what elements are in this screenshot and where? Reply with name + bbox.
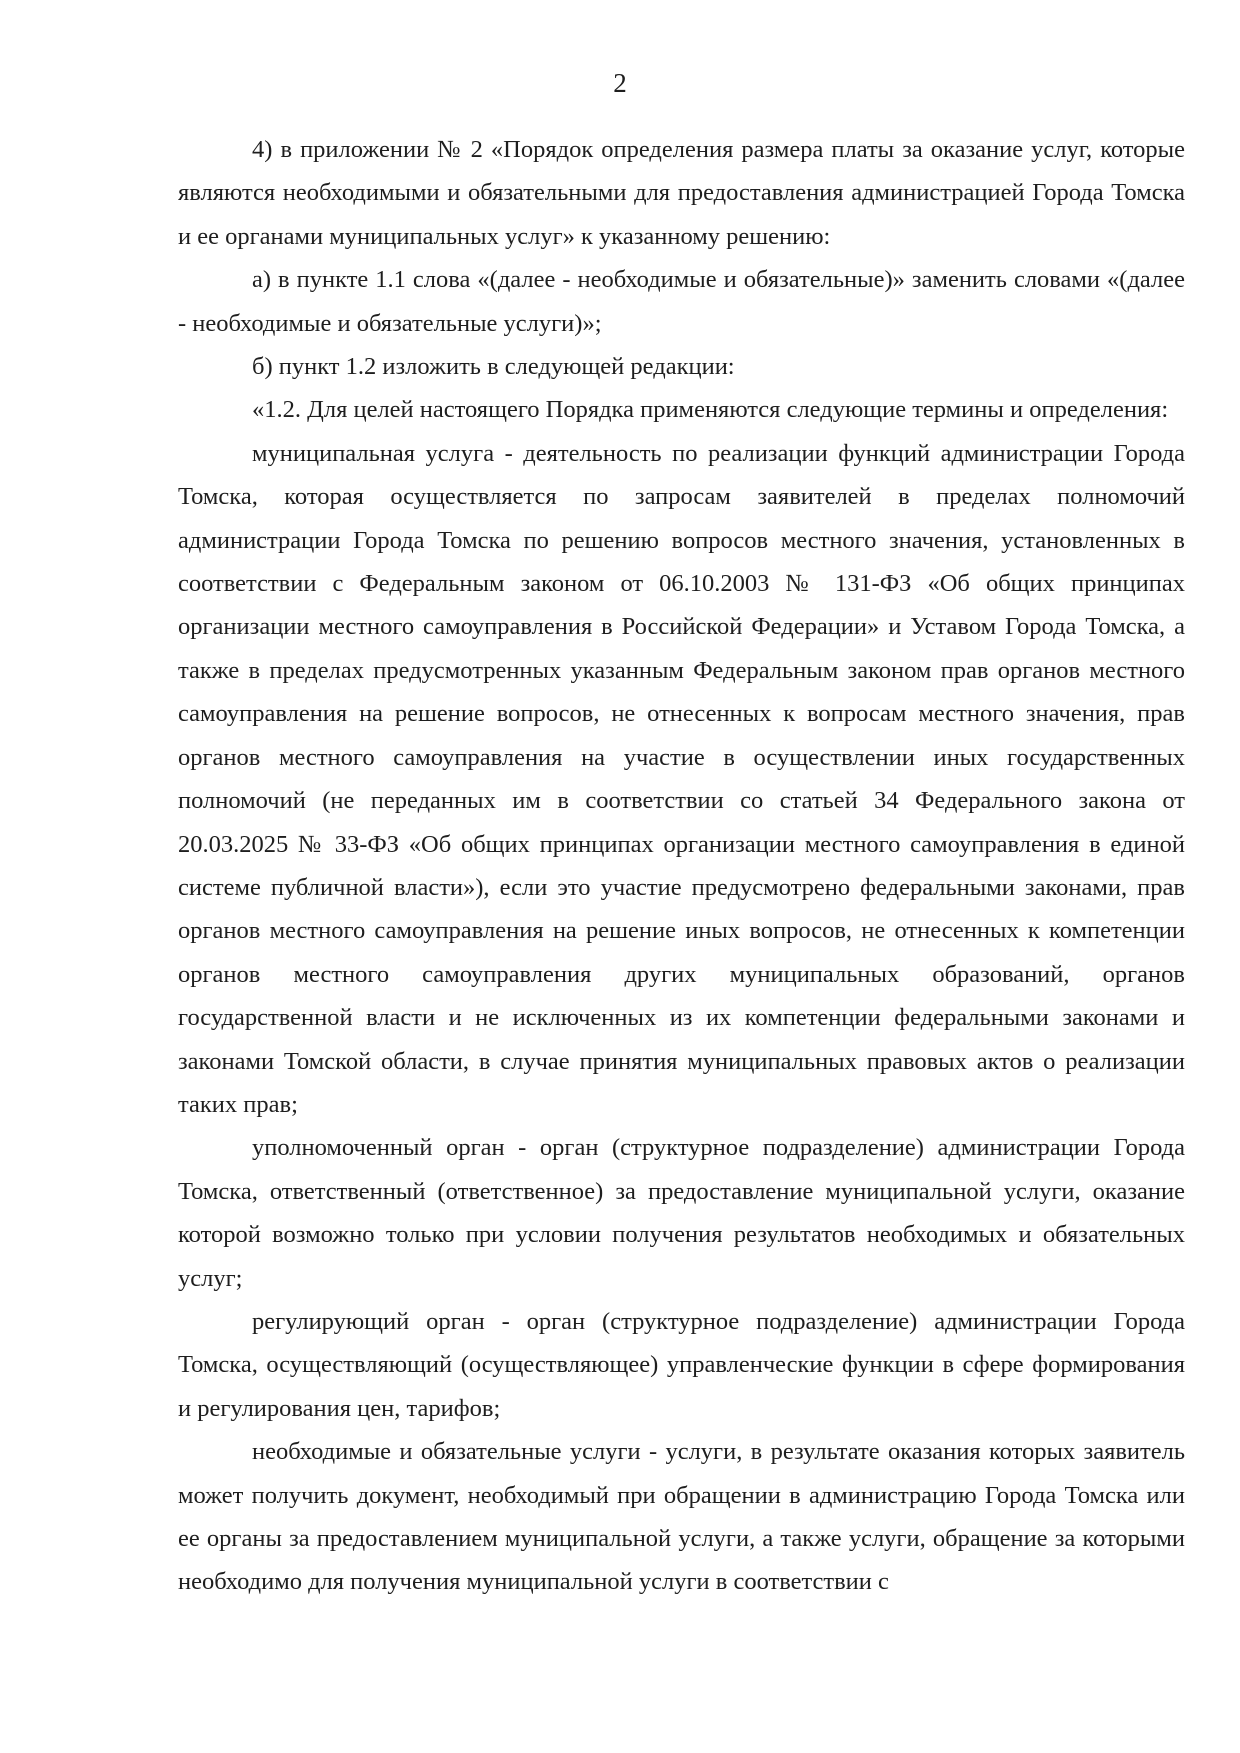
page-number: 2 <box>613 68 627 98</box>
paragraph-term-regulating-body: регулирующий орган - орган (структурное подразделение) администрации Города Томска, осуществляющий (осуществляющее) управленческие функции в сфере формирования и регулирования цен, тарифов; <box>178 1307 1185 1422</box>
paragraph-term-municipal-service: муниципальная услуга - деятельность по реализации функций администрации Города Томска, которая осуществляется по запросам заявителей в пределах полномочий администрации Города Томска по решению вопросов местного значения, установленных в соответствии с Федеральным законом от 06.10.2003 № 131-ФЗ «Об общих принципах организации местного самоуправления в Российской Федерации» и Уставом Города Томска, а также в пределах предусмотренных указанным Федеральным законом прав органов местного самоуправления на решение вопросов, не отнесенных к вопросам местного значения, прав органов местного самоуправления на участие в осуществлении иных государственных полномочий (не переданных им в соответствии со статьей 34 Федерального закона от 20.03.2025 № 33-ФЗ «Об общих принципах организации местного самоуправления в единой системе публичной власти»), если это участие предусмотрено федеральными законами, прав органов местного самоуправления на решение иных вопросов, не отнесенных к компетенции органов местного самоуправления других муниципальных образований, органов государственной власти и не исключенных из их компетенции федеральными законами и законами Томской области, в случае принятия муниципальных правовых актов о реализации таких прав; <box>178 439 1185 1118</box>
paragraph-item-b: б) пункт 1.2 изложить в следующей редакции: <box>252 353 735 381</box>
document-body <box>178 128 1185 1604</box>
paragraph-terms-intro: «1.2. Для целей настоящего Порядка применяются следующие термины и определения: <box>252 396 1169 424</box>
paragraph-term-authorized-body: уполномоченный орган - орган (структурное подразделение) администрации Города Томска, ответственный (ответственное) за предоставление муниципальной услуги, оказание которой возможно только при условии получения результатов необходимых и обязательных услуг; <box>178 1134 1185 1292</box>
paragraph-item-a: а) в пункте 1.1 слова «(далее - необходимые и обязательные)» заменить словами «(далее - необходимые и обязательные услуги)»; <box>178 266 1185 337</box>
paragraph-term-necessary-services: необходимые и обязательные услуги - услуги, в результате оказания которых заявитель может получить документ, необходимый при обращении в администрацию Города Томска или ее органы за предоставлением муниципальной услуги, а также услуги, обращение за которыми необходимо для получения муниципальной услуги в соответствии с <box>178 1438 1185 1596</box>
paragraph-appendix-2-amendment: 4) в приложении № 2 «Порядок определения размера платы за оказание услуг, которые являются необходимыми и обязательными для предоставления администрацией Города Томска и ее органами муниципальных услуг» к указанному решению: <box>178 136 1185 250</box>
